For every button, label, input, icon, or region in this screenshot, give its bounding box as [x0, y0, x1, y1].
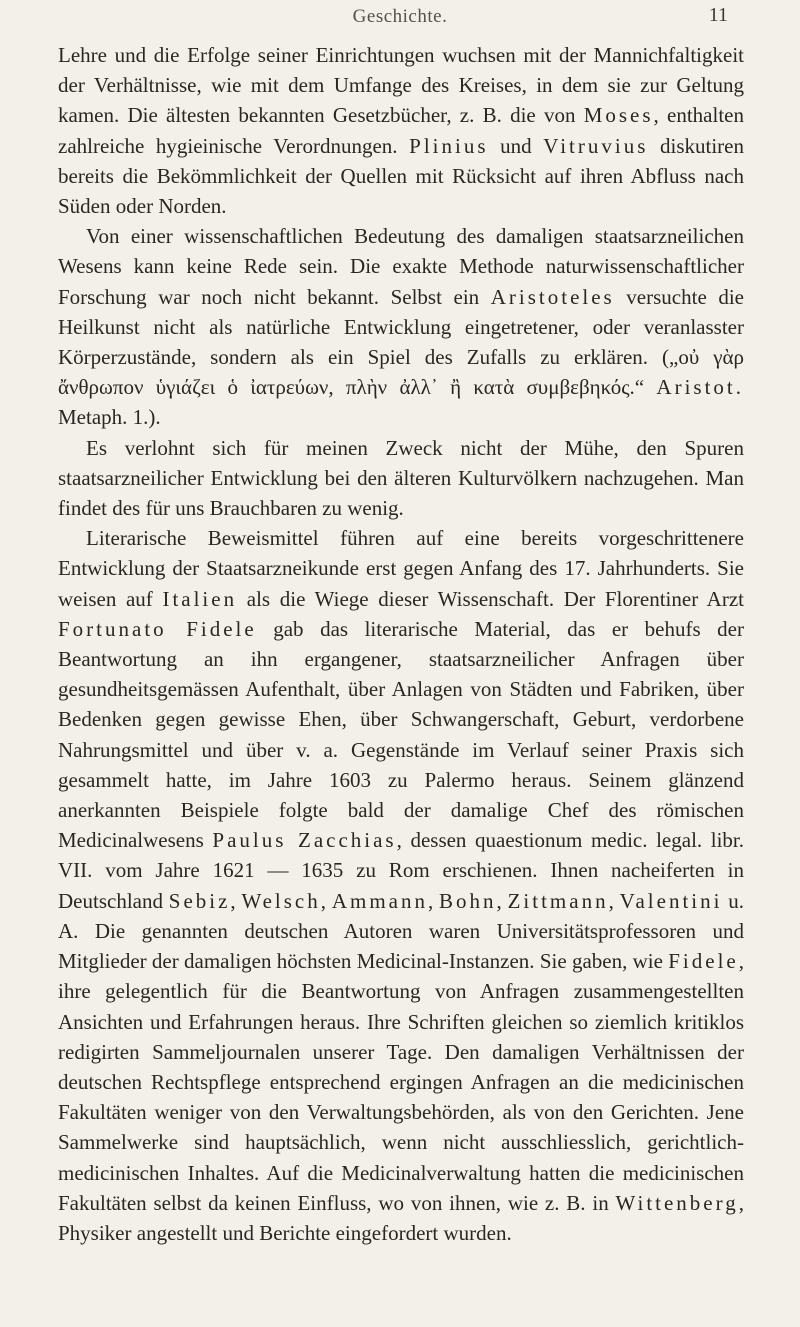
- spaced-name: Sebiz: [168, 888, 231, 913]
- text-run: ,: [608, 888, 620, 913]
- text-run: versuchte die Heilkunst nicht als natürliche Entwicklung eingetretener, oder veranlasster Körperzustände, sondern als ein Spiel des Zufalls zu erklären. („οὐ γὰρ ἄνθρωπον ὑγιάζει ὁ ἰατρεύων, πλὴν ἀλλ᾽ ἢ κατὰ συμβεβηκός.“: [58, 284, 744, 400]
- text-run: ,: [427, 888, 440, 913]
- text-run: , ihre gelegentlich für die Beantwortung von Anfragen zusammengestellten Ansichten und Erfahrungen heraus. Ihre Schriften gleichen so ziemlich kritiklos redigirten Sammeljournalen unserer Tage. Den damaligen Verhältnissen der deutschen Rechtspflege entsprechend ergingen Anfragen an die medicinischen Fakultäten weniger von den Verwaltungsbehörden, als von den Gerichten. Jene Sammelwerke sind hauptsächlich, wenn nicht ausschliesslich, gerichtlich-medicinischen Inhaltes. Auf die Medicinalverwaltung hatten die medicinischen Fakultäten selbst da keinen Einfluss, wo von ihnen, wie z. B. in: [58, 949, 744, 1215]
- spaced-name: Aristoteles: [490, 284, 615, 309]
- text-run: als die Wiege dieser Wissenschaft. Der Florentiner Arzt: [237, 586, 744, 611]
- page-number: 11: [708, 4, 728, 26]
- body-text: [58, 40, 744, 1248]
- spaced-name: Plinius: [409, 133, 489, 158]
- spaced-name: Zittmann: [507, 888, 609, 913]
- text-run: ,: [496, 888, 508, 913]
- spaced-name: Moses: [583, 103, 654, 128]
- paragraph: [58, 40, 744, 221]
- text-run: , enthalten zahlreiche hygieinische Verordnungen.: [58, 103, 744, 158]
- spaced-name: Aristot.: [656, 375, 744, 400]
- spaced-name: Welsch: [241, 888, 321, 913]
- text-run: u. A. Die genannten deutschen Autoren waren Universitätsprofessoren und Mitglieder der damaligen höchsten Medicinal-Instanzen. Sie gaben, wie: [58, 888, 744, 974]
- text-run: Lehre und die Erfolge seiner Einrichtungen wuchsen mit der Mannichfaltigkeit der Verhältnisse, wie mit dem Umfange des Kreises, in dem sie zur Geltung kamen. Die ältesten bekannten Gesetzbücher, z. B. die von: [58, 43, 744, 128]
- running-head: [0, 0, 800, 34]
- spaced-name: Valentini: [619, 888, 723, 913]
- text-run: und: [488, 133, 544, 158]
- spaced-name: Bohn: [439, 888, 497, 913]
- text-run: , Physiker angestellt und Berichte eingefordert wurden.: [58, 1190, 744, 1245]
- spaced-name: Fidele: [668, 949, 739, 974]
- text-run: , dessen quaestionum medic. legal. libr. VII. vom Jahre 1621 — 1635 zu Rom erschienen. Ihnen nacheiferten in Deutschland: [58, 828, 744, 913]
- paragraph: [58, 523, 744, 1248]
- paragraph: [58, 433, 744, 524]
- text-run: Von einer wissenschaftlichen Bedeutung des damaligen staatsarzneilichen Wesens kann keine Rede sein. Die exakte Methode naturwissenschaftlicher Forschung war noch nicht bekannt. Selbst ein: [58, 224, 744, 309]
- text-run: Literarische Beweismittel führen auf eine bereits vorgeschrittenere Entwicklung der Staatsarzneikunde erst gegen Anfang des 17. Jahrhunderts. Sie weisen auf: [58, 526, 744, 611]
- text-run: ,: [320, 888, 332, 913]
- text-run: gab das literarische Material, das er behufs der Beantwortung an ihn ergangener, staatsarzneilicher Anfragen über gesundheitsgemässen Aufenthalt, über Anlagen von Städten und Fabriken, über Bedenken gegen gewisse Ehen, über Schwangerschaft, Geburt, verdorbene Nahrungsmittel und über v. a. Gegenstände im Verlauf seiner Praxis sich gesammelt hatte, im Jahre 1603 zu Palermo heraus. Seinem glänzend anerkannten Beispiele folgte bald der damalige Chef des römischen Medicinalwesens: [58, 616, 744, 853]
- spaced-name: Ammann: [331, 888, 428, 913]
- paragraph: [58, 221, 744, 432]
- text-run: Metaph. 1.).: [58, 405, 161, 430]
- spaced-name: Vitruvius: [543, 133, 649, 158]
- spaced-name: Italien: [162, 586, 238, 611]
- spaced-name: Wittenberg: [615, 1190, 739, 1215]
- spaced-name: Fortunato Fidele: [58, 616, 257, 641]
- text-run: Es verlohnt sich für meinen Zweck nicht der Mühe, den Spuren staatsarzneilicher Entwicklung bei den älteren Kulturvölkern nachzugehen. Man findet des für uns Brauchbaren zu wenig.: [58, 435, 744, 521]
- text-run: ,: [230, 888, 242, 913]
- running-title: Geschichte.: [352, 6, 448, 27]
- text-run: diskutiren bereits die Bekömmlichkeit der Quellen mit Rücksicht auf ihren Abfluss nach Süden oder Norden.: [58, 133, 745, 219]
- spaced-name: Paulus Zacchias: [212, 828, 397, 853]
